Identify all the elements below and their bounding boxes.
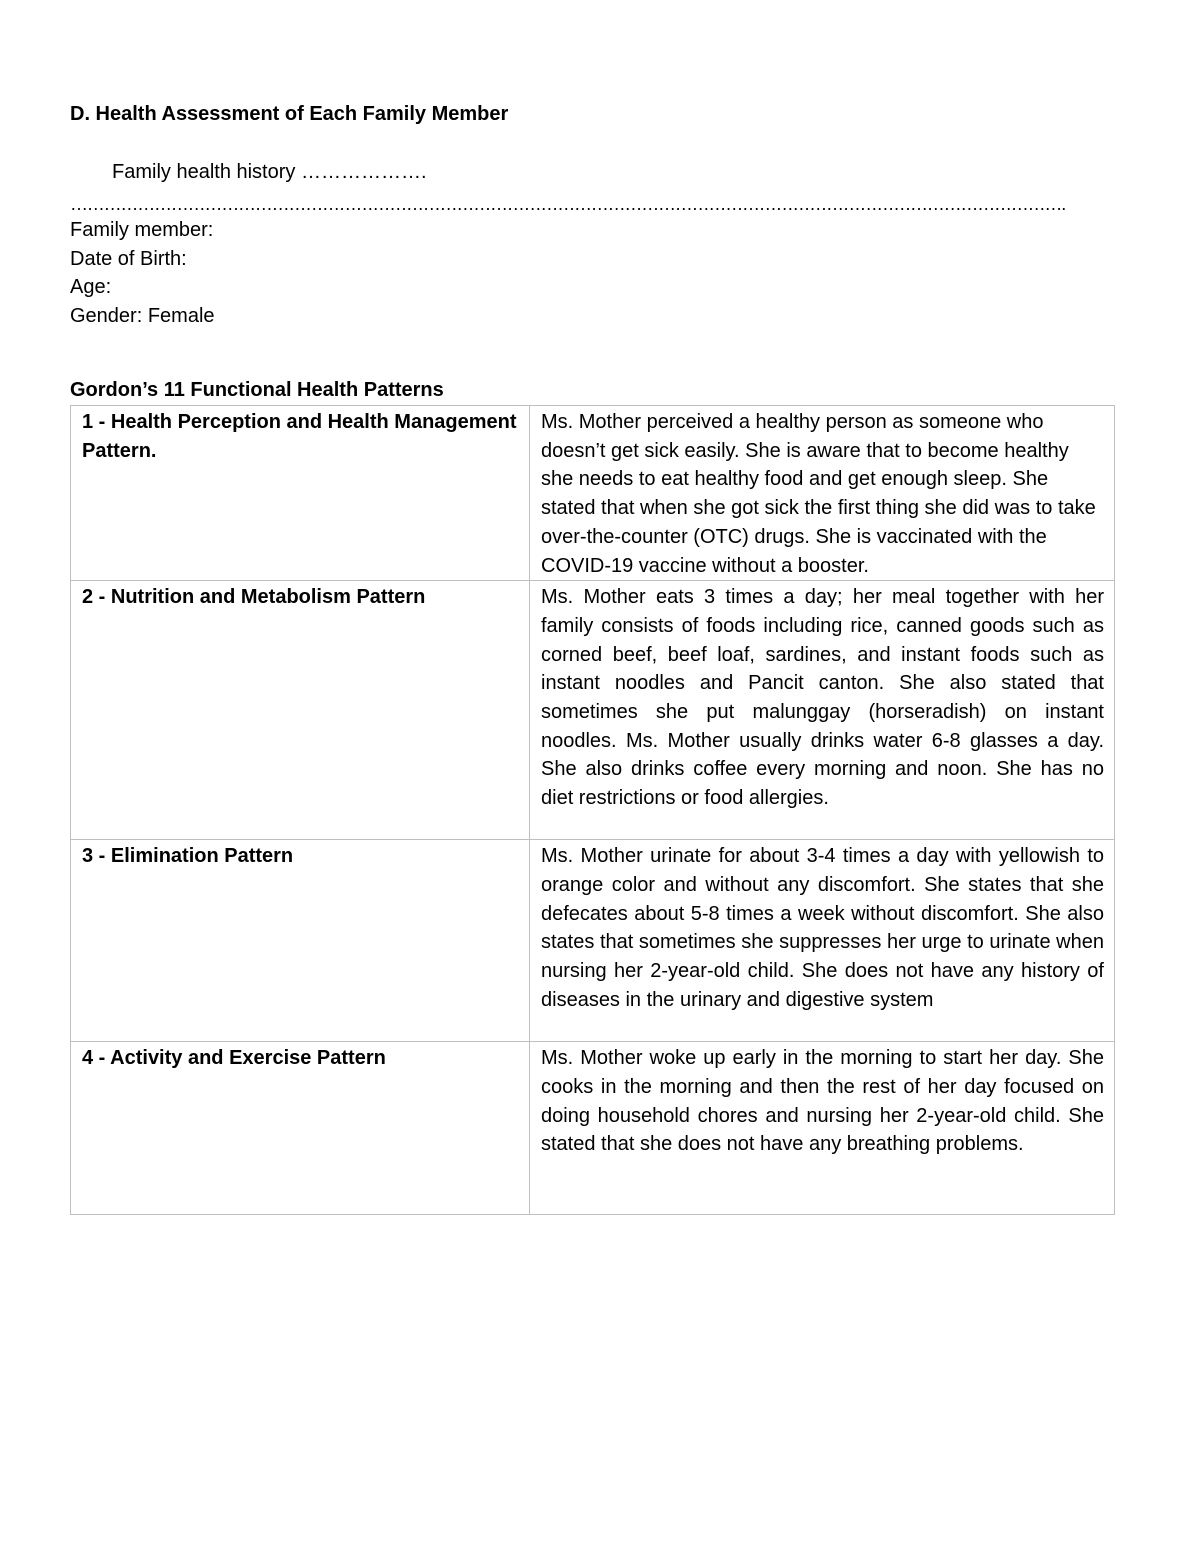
- gender-label: Gender: Female: [70, 305, 215, 328]
- pattern-description: Ms. Mother woke up early in the morning to start her day. She cooks in the morning and then the rest of her day focused on doing household chores and nursing her 2-year-old child. She stated that she does not have any breathing problems.: [530, 1042, 1115, 1215]
- pattern-description: Ms. Mother eats 3 times a day; her meal together with her family consists of foods including rice, canned goods such as corned beef, beef loaf, sardines, and instant foods such as instant noodles and Pancit canton. She also stated that sometimes she put malunggay (horseradish) on instant noodles. Ms. Mother usually drinks water 6-8 glasses a day. She also drinks coffee every morning and noon. She has no diet restrictions or food allergies.: [530, 581, 1115, 840]
- pattern-label: 3 - Elimination Pattern: [71, 840, 530, 1042]
- date-of-birth-label: Date of Birth:: [70, 247, 187, 270]
- pattern-label: 2 - Nutrition and Metabolism Pattern: [71, 581, 530, 840]
- table-row: [71, 406, 1115, 581]
- pattern-description: Ms. Mother urinate for about 3-4 times a day with yellowish to orange color and without any discomfort. She states that she defecates about 5-8 times a week without discomfort. She also states that sometimes she suppresses her urge to urinate when nursing her 2-year-old child. She does not have any history of diseases in the urinary and digestive system: [530, 840, 1115, 1042]
- dotted-fill-line: …………………………………………………………………………………………………………………………………………………………….: [70, 194, 1066, 214]
- patterns-title: Gordon’s 11 Functional Health Patterns: [70, 379, 444, 401]
- table-row: [71, 581, 1115, 840]
- age-label: Age:: [70, 276, 112, 299]
- pattern-label: 4 - Activity and Exercise Pattern: [71, 1042, 530, 1215]
- pattern-label: 1 - Health Perception and Health Management Pattern.: [71, 406, 530, 581]
- table-row: [71, 1042, 1115, 1215]
- section-heading: D. Health Assessment of Each Family Member: [70, 103, 509, 125]
- family-member-label: Family member:: [70, 219, 214, 241]
- pattern-description: Ms. Mother perceived a healthy person as someone who doesn’t get sick easily. She is aware that to become healthy she needs to eat healthy food and get enough sleep. She stated that when she got sick the first thing she did was to take over-the-counter (OTC) drugs. She is vaccinated with the COVID-19 vaccine without a booster.: [530, 406, 1115, 581]
- family-health-history: Family health history ……………….: [112, 161, 427, 183]
- table-row: [71, 840, 1115, 1042]
- functional-health-patterns-table: [70, 405, 1115, 1215]
- member-info: [70, 216, 215, 331]
